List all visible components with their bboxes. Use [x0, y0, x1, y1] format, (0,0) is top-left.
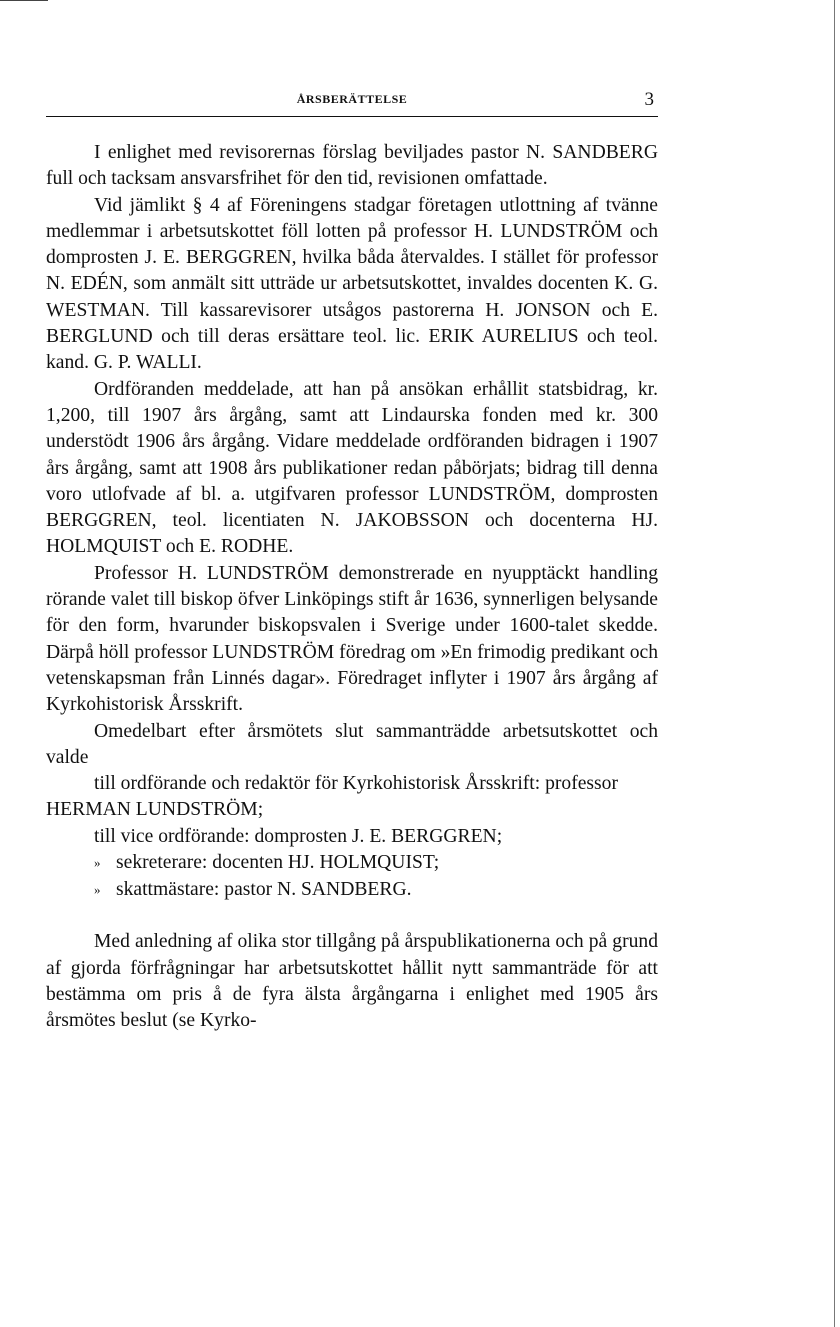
paragraph-lecture: Professor H. LUNDSTRÖM demonstrerade en nyupptäckt handling rörande valet till biskop öfver Linköpings stift år 1636, synnerligen belysande för den form, hvarunder biskopsvalen i Sverige under 1600-talet skedde. Därpå höll professor LUNDSTRÖM föredrag om »En frimodig predikant och vetenskapsman från Linnés dagar». Föredraget inflyter i 1907 års årgång af Kyrkohistorisk Årsskrift.: [46, 562, 658, 716]
paragraph-election: Vid jämlikt § 4 af Föreningens stadgar företagen utlottning af tvänne medlemmar i arbetsutskottet föll lotten på professor H. LUNDSTRÖM och domprosten J. E. BERGGREN, hvilka båda återvaldes. I stället för professor N. EDÉN, som anmält sitt utträde ur arbetsutskottet, invaldes docenten K. G. WESTMAN. Till kassarevisorer utsågos pastorerna H. JONSON och E. BERGLUND och till deras ersättare teol. lic. ERIK AURELIUS och teol. kand. G. P. WALLI.: [46, 194, 658, 374]
page-header: [46, 90, 658, 117]
ditto-mark: »: [94, 855, 101, 871]
section-gap: [46, 903, 658, 929]
officer-treasurer: [46, 877, 658, 904]
ditto-mark: »: [94, 882, 101, 897]
paragraph-funding: Ordföranden meddelade, att han på ansökan erhållit statsbidrag, kr. 1,200, till 1907 års årgång, samt att Lindaurska fonden med kr. 300 understödt 1906 års årgång. Vidare meddelade ordföranden bidragen i 1907 års årgång, samt att 1908 års publikationer redan påbörjats; bidrag till denna voro utlofvade af bl. a. utgifvaren professor LUNDSTRÖM, domprosten BERGGREN, teol. licentiaten N. JAKOBSSON och docenterna HJ. HOLMQUIST och E. RODHE.: [46, 378, 658, 558]
officer-chairman: till ordförande och redaktör för Kyrkohistorisk Årsskrift: professor HERMAN LUNDSTRÖM;: [46, 773, 619, 821]
page-number: 3: [644, 89, 654, 110]
right-edge-line: [834, 0, 835, 1327]
top-edge-line: [0, 0, 48, 1]
officer-secretary-text: sekreterare: docenten HJ. HOLMQUIST;: [116, 852, 440, 874]
running-title: ÅRSBERÄTTELSE: [296, 92, 408, 106]
paragraph-discharge: I enlighet med revisorernas förslag beviljades pastor N. SANDBERG full och tacksam ansvarsfrihet för den tid, revisionen omfattade.: [46, 142, 658, 190]
officer-vice-chairman: till vice ordförande: domprosten J. E. BERGGREN;: [94, 825, 503, 847]
paragraph-pricing: Med anledning af olika stor tillgång på årspublikationerna och på grund af gjorda förfrågningar har arbetsutskottet hållit nytt sammanträde för att bestämma om pris å de fyra älsta årgångarna i enlighet med 1905 års årsmötes beslut (se Kyrko-: [46, 931, 658, 1032]
body-text: [46, 140, 658, 1034]
officer-secretary: [46, 850, 658, 877]
officer-treasurer-text: skattmästare: pastor N. SANDBERG.: [116, 878, 412, 900]
paragraph-committee: Omedelbart efter årsmötets slut sammanträdde arbetsutskottet och valde: [46, 720, 658, 768]
